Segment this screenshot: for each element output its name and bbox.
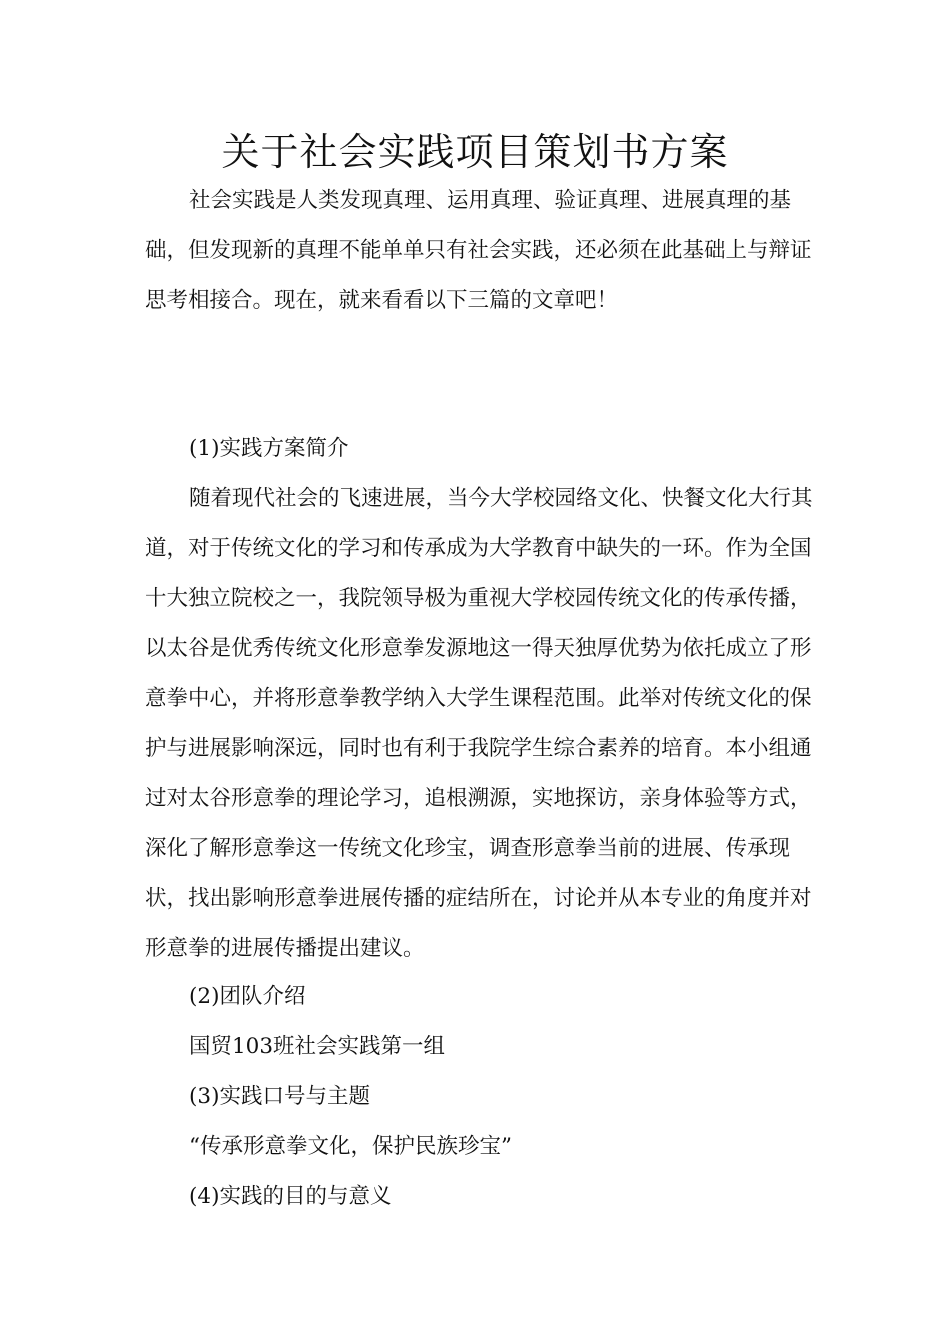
section-4-heading: (4)实践的目的与意义 — [189, 1184, 392, 1209]
section-3-heading: (3)实践口号与主题 — [189, 1084, 370, 1109]
document-title: 关于社会实践项目策划书方案 — [221, 130, 729, 174]
section-2-heading: (2)团队介绍 — [189, 984, 306, 1009]
section-3-text: “传承形意拳文化，保护民族珍宝” — [189, 1134, 512, 1159]
section-2-text: 国贸103班社会实践第一组 — [189, 1034, 446, 1059]
section-1-paragraph: 随着现代社会的飞速进展，当今大学校园络文化、快餐文化大行其道，对于传统文化的学习和传承成为大学教育中缺失的一环。作为全国十大独立院校之一，我院领导极为重视大学校园传统文化的传承传播，以太谷是优秀传统文化形意拳发源地这一得天独厚优势为依托成立了形意拳中心，并将形意拳教学纳入大学生课程范围。此举对传统文化的保护与进展影响深远，同时也有利于我院学生综合素养的培育。本小组通过对太谷形意拳的理论学习，追根溯源，实地探访，亲身体验等方式，深化了解形意拳这一传统文化珍宝，调查形意拳当前的进展、传承现状，找出影响形意拳进展传播的症结所在，讨论并从本专业的角度并对形意拳的进展传播提出建议。 — [145, 486, 813, 961]
section-1-heading: (1)实践方案简介 — [189, 436, 349, 461]
intro-paragraph: 社会实践是人类发现真理、运用真理、验证真理、进展真理的基础，但发现新的真理不能单单只有社会实践，还必须在此基础上与辩证思考相接合。现在，就来看看以下三篇的文章吧！ — [145, 188, 812, 313]
